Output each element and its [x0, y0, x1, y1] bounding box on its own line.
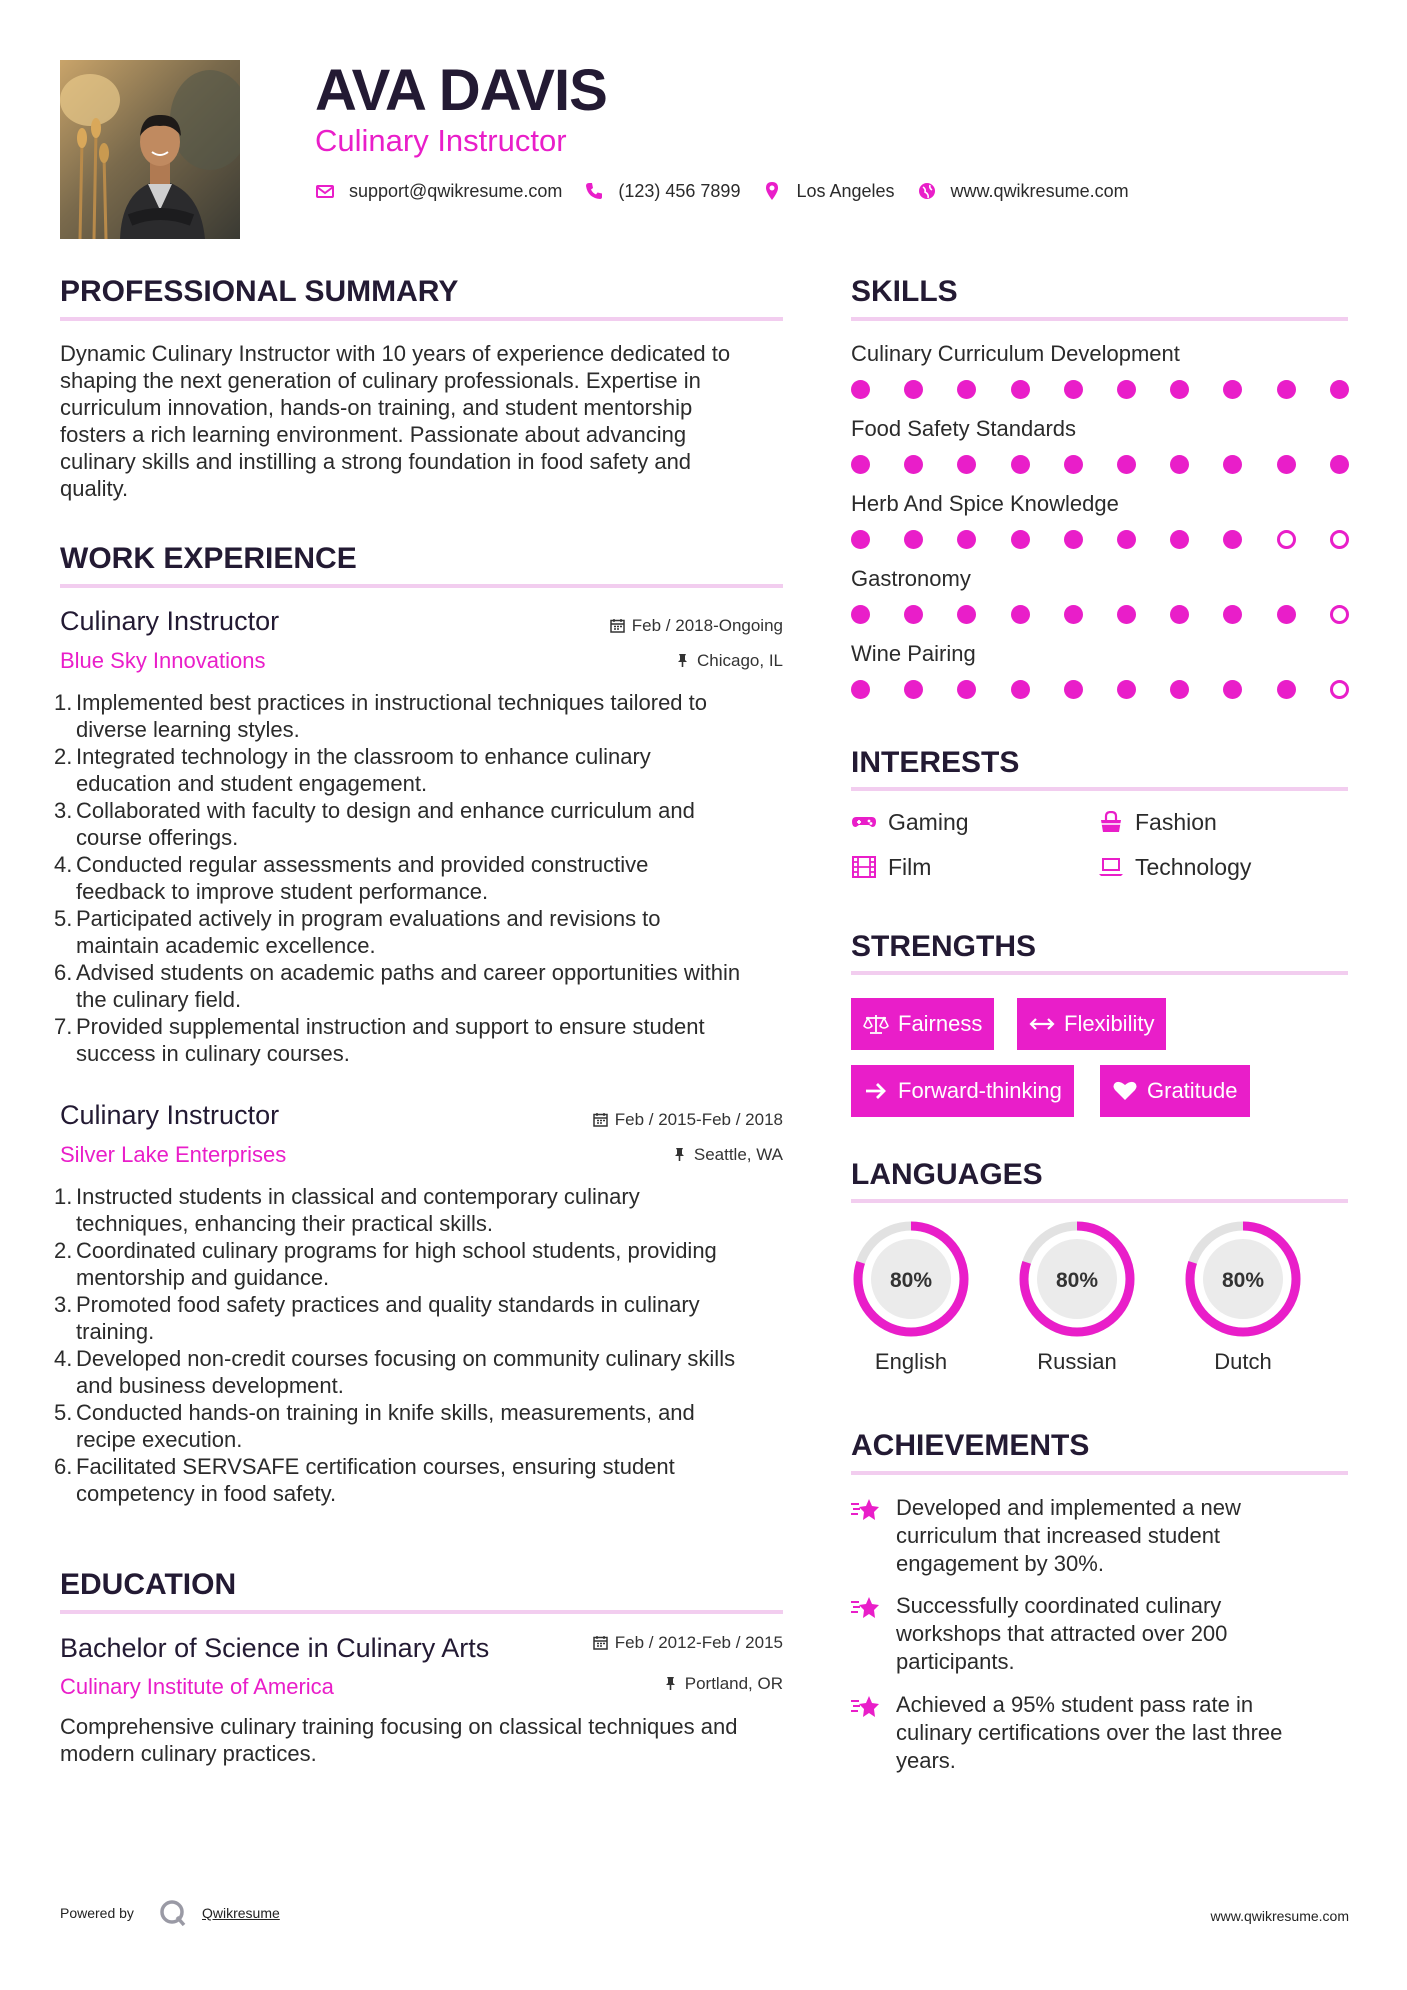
job-1-location-text: Chicago, IL: [697, 651, 783, 670]
list-item: 4. Conducted regular assessments and provided constructive feedback to improve student performance.: [54, 852, 649, 904]
rating-dot-filled: [1117, 605, 1136, 624]
skill-name: Gastronomy: [851, 566, 971, 591]
laptop-icon: [1098, 856, 1124, 878]
rating-dot-empty: [1330, 530, 1349, 549]
experience-heading: WORK EXPERIENCE: [60, 542, 357, 575]
summary-line: shaping the next generation of culinary professionals. Expertise in: [60, 368, 701, 393]
achievement-item: Successfully coordinated culinary workshops that attracted over 200 participants.: [896, 1592, 1356, 1676]
language-item: [1182, 1218, 1304, 1375]
list-item: 5. Participated actively in program evaluations and revisions to maintain academic excellence.: [54, 906, 661, 958]
rating-dot-filled: [904, 455, 923, 474]
rating-dot-filled: [851, 530, 870, 549]
rating-dot-filled: [1170, 455, 1189, 474]
skill-rating: [851, 455, 1351, 475]
job-2-bullets: [54, 1183, 798, 1507]
rating-dot-filled: [1117, 680, 1136, 699]
language-percent: 80%: [1221, 1269, 1265, 1292]
strengths-heading: STRENGTHS: [851, 930, 1037, 963]
list-item: 3. Promoted food safety practices and quality standards in culinary training.: [54, 1292, 700, 1344]
skill-rating: [851, 530, 1351, 550]
experience-divider: [60, 584, 783, 588]
list-item: 1. Instructed students in classical and contemporary culinary techniques, enhancing their practical skills.: [54, 1184, 640, 1236]
rating-dot-filled: [957, 530, 976, 549]
rating-dot-filled: [957, 455, 976, 474]
rating-dot-filled: [1170, 530, 1189, 549]
rating-dot-filled: [1223, 605, 1242, 624]
rating-dot-filled: [1170, 380, 1189, 399]
skill-name: Wine Pairing: [851, 641, 976, 666]
skill-rating: [851, 380, 1351, 400]
job-2-dates: [593, 1109, 783, 1131]
job-1-dates: [610, 615, 783, 637]
language-ring: [850, 1218, 972, 1340]
education-line: Comprehensive culinary training focusing on classical techniques and: [60, 1714, 738, 1739]
interest-label: Gaming: [888, 809, 969, 835]
strength-label: Forward-thinking: [898, 1078, 1062, 1103]
arrows-horizontal-icon: [1029, 1013, 1055, 1035]
language-name: Russian: [1037, 1349, 1117, 1374]
summary-heading: PROFESSIONAL SUMMARY: [60, 275, 459, 308]
strength-label: Gratitude: [1147, 1078, 1238, 1103]
pushpin-icon: [672, 1147, 687, 1162]
strength-label: Flexibility: [1064, 1011, 1155, 1036]
rating-dot-filled: [1277, 380, 1296, 399]
job-2-title: Culinary Instructor: [60, 1100, 280, 1130]
globe-icon: [917, 181, 937, 201]
rating-dot-filled: [1223, 680, 1242, 699]
language-name: English: [874, 1349, 948, 1374]
rating-dot-filled: [851, 380, 870, 399]
rating-dot-filled: [1223, 455, 1242, 474]
strength-gratitude: [1100, 1065, 1250, 1117]
skill-name: Food Safety Standards: [851, 416, 1077, 441]
interest-film: [851, 853, 931, 881]
skills-heading: SKILLS: [851, 275, 958, 308]
envelope-icon: [315, 181, 335, 201]
rating-dot-filled: [1064, 680, 1083, 699]
job-2-dates-text: Feb / 2015-Feb / 2018: [614, 1110, 783, 1129]
interest-label: Film: [888, 854, 932, 880]
education-heading: EDUCATION: [60, 1568, 237, 1601]
language-item: [1016, 1218, 1138, 1375]
achievement-item: Achieved a 95% student pass rate in culinary certifications over the last three years.: [896, 1691, 1356, 1775]
footer-powered-by: Powered by: [60, 1905, 134, 1921]
rating-dot-filled: [1330, 380, 1349, 399]
rating-dot-filled: [851, 605, 870, 624]
rating-dot-filled: [1011, 455, 1030, 474]
rating-dot-filled: [904, 605, 923, 624]
contact-email[interactable]: support@qwikresume.com: [349, 180, 563, 201]
list-item: 1. Implemented best practices in instructional techniques tailored to diverse learning styles.: [54, 690, 708, 742]
rating-dot-filled: [1330, 455, 1349, 474]
rating-dot-filled: [904, 680, 923, 699]
list-item: 3. Collaborated with faculty to design and enhance curriculum and course offerings.: [54, 798, 695, 850]
interests-heading: INTERESTS: [851, 746, 1020, 779]
rating-dot-filled: [1011, 380, 1030, 399]
balance-scale-icon: [863, 1013, 889, 1035]
shopping-bag-icon: [1098, 811, 1124, 833]
strengths-divider: [851, 971, 1348, 975]
calendar-icon: [610, 618, 625, 633]
rating-dot-empty: [1277, 530, 1296, 549]
interest-fashion: [1098, 808, 1217, 836]
education-school: Culinary Institute of America: [60, 1674, 334, 1699]
strength-flexibility: [1017, 998, 1166, 1050]
profile-photo: [60, 60, 240, 239]
map-pin-icon: [762, 181, 782, 201]
list-item: 2. Coordinated culinary programs for high school students, providing mentorship and guidance.: [54, 1238, 717, 1290]
qwikresume-logo-icon: [158, 1898, 188, 1928]
pushpin-icon: [663, 1676, 678, 1691]
calendar-icon: [593, 1635, 608, 1650]
interest-label: Fashion: [1135, 809, 1217, 835]
education-dates-text: Feb / 2012-Feb / 2015: [614, 1633, 783, 1652]
pushpin-icon: [675, 653, 690, 668]
summary-line: culinary skills and instilling a strong foundation in food safety and: [60, 449, 692, 474]
shooting-star-icon: [850, 1594, 882, 1622]
language-name: Dutch: [1214, 1349, 1272, 1374]
footer-brand-link[interactable]: Qwikresume: [202, 1905, 280, 1921]
gamepad-icon: [851, 811, 877, 833]
summary-line: quality.: [60, 476, 129, 501]
language-ring: [1016, 1218, 1138, 1340]
rating-dot-filled: [904, 530, 923, 549]
rating-dot-filled: [1011, 530, 1030, 549]
education-divider: [60, 1610, 783, 1614]
rating-dot-filled: [904, 380, 923, 399]
summary-divider: [60, 317, 783, 321]
language-percent: 80%: [1055, 1269, 1099, 1292]
contact-website[interactable]: www.qwikresume.com: [950, 180, 1129, 201]
interest-label: Technology: [1135, 854, 1252, 880]
rating-dot-filled: [1277, 680, 1296, 699]
languages-divider: [851, 1199, 1348, 1203]
job-1-dates-text: Feb / 2018-Ongoing: [631, 616, 783, 635]
achievements-heading: ACHIEVEMENTS: [851, 1429, 1090, 1462]
shooting-star-icon: [850, 1496, 882, 1524]
rating-dot-filled: [1223, 530, 1242, 549]
languages-heading: LANGUAGES: [851, 1158, 1043, 1191]
contact-bar: [315, 176, 1151, 206]
contact-phone: (123) 456 7899: [618, 180, 741, 201]
skill-name: Herb And Spice Knowledge: [851, 491, 1119, 516]
language-ring: [1182, 1218, 1304, 1340]
rating-dot-empty: [1330, 680, 1349, 699]
calendar-icon: [593, 1112, 608, 1127]
list-item: 4. Developed non-credit courses focusing on community culinary skills and business development.: [54, 1346, 736, 1398]
rating-dot-filled: [957, 605, 976, 624]
education-location: [663, 1673, 783, 1695]
job-1-title: Culinary Instructor: [60, 606, 280, 636]
contact-location: Los Angeles: [796, 180, 895, 201]
achievement-item: Developed and implemented a new curriculum that increased student engagement by 30%.: [896, 1494, 1356, 1578]
job-1-location: [675, 650, 783, 672]
rating-dot-filled: [1117, 380, 1136, 399]
skill-rating: [851, 680, 1351, 700]
skill-name: Culinary Curriculum Development: [851, 341, 1180, 366]
rating-dot-empty: [1330, 605, 1349, 624]
list-item: 5. Conducted hands-on training in knife skills, measurements, and recipe execution.: [54, 1400, 695, 1452]
interests-divider: [851, 787, 1348, 791]
rating-dot-filled: [1011, 605, 1030, 624]
rating-dot-filled: [1170, 605, 1189, 624]
rating-dot-filled: [1223, 380, 1242, 399]
rating-dot-filled: [1064, 605, 1083, 624]
strength-forward-thinking: [851, 1065, 1074, 1117]
job-1-company: Blue Sky Innovations: [60, 648, 266, 673]
rating-dot-filled: [1064, 455, 1083, 474]
education-dates: [593, 1632, 783, 1654]
achievements-divider: [851, 1471, 1348, 1475]
job-1-bullets: [54, 689, 798, 1067]
summary-line: Dynamic Culinary Instructor with 10 years of experience dedicated to: [60, 341, 731, 366]
rating-dot-filled: [1064, 380, 1083, 399]
rating-dot-filled: [1170, 680, 1189, 699]
footer-website[interactable]: www.qwikresume.com: [1210, 1908, 1349, 1924]
list-item: 7. Provided supplemental instruction and support to ensure student success in culinary courses.: [54, 1014, 705, 1066]
rating-dot-filled: [1011, 680, 1030, 699]
job-2-company: Silver Lake Enterprises: [60, 1142, 287, 1167]
rating-dot-filled: [851, 680, 870, 699]
rating-dot-filled: [957, 380, 976, 399]
skills-divider: [851, 317, 1348, 321]
rating-dot-filled: [851, 455, 870, 474]
phone-icon: [584, 181, 604, 201]
list-item: 2. Integrated technology in the classroom to enhance culinary education and student engagement.: [54, 744, 651, 796]
rating-dot-filled: [1064, 530, 1083, 549]
shooting-star-icon: [850, 1693, 882, 1721]
job-2-location-text: Seattle, WA: [693, 1145, 783, 1164]
job-2-location: [672, 1144, 783, 1166]
film-icon: [851, 856, 877, 878]
education-line: modern culinary practices.: [60, 1741, 317, 1766]
rating-dot-filled: [957, 680, 976, 699]
strength-label: Fairness: [898, 1011, 983, 1036]
arrow-right-icon: [863, 1080, 889, 1102]
interest-technology: [1098, 853, 1251, 881]
language-item: [850, 1218, 972, 1375]
candidate-name: AVA DAVIS: [315, 58, 607, 123]
rating-dot-filled: [1117, 455, 1136, 474]
skill-rating: [851, 605, 1351, 625]
language-percent: 80%: [889, 1269, 933, 1292]
summary-text: [60, 340, 790, 502]
strength-fairness: [851, 998, 994, 1050]
rating-dot-filled: [1277, 605, 1296, 624]
list-item: 6. Advised students on academic paths and career opportunities within the culinary field.: [54, 960, 741, 1012]
education-degree: Bachelor of Science in Culinary Arts: [60, 1633, 490, 1663]
rating-dot-filled: [1277, 455, 1296, 474]
summary-line: fosters a rich learning environment. Passionate about advancing: [60, 422, 687, 447]
job-title: Culinary Instructor: [315, 123, 567, 158]
list-item: 6. Facilitated SERVSAFE certification courses, ensuring student competency in food safety.: [54, 1454, 675, 1506]
summary-line: curriculum innovation, hands-on training, and student mentorship: [60, 395, 693, 420]
heart-icon: [1112, 1080, 1138, 1102]
interest-gaming: [851, 808, 969, 836]
education-description: [60, 1713, 800, 1767]
rating-dot-filled: [1117, 530, 1136, 549]
education-location-text: Portland, OR: [684, 1674, 783, 1693]
